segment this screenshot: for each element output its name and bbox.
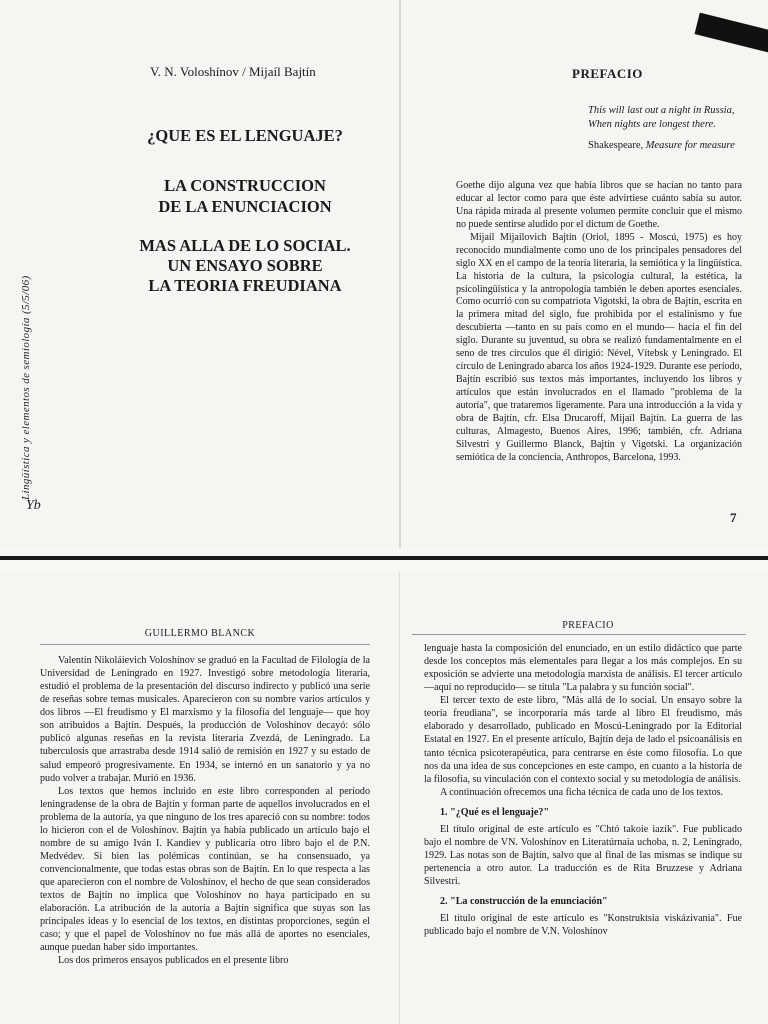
handwritten-initials: Yb	[26, 498, 41, 513]
paragraph: lenguaje hasta la composición del enunciado, en un estilo didáctico que parte desde los conceptos más elementales para llegar a los más complejos. En su exposición se advierte una metodología marxista de análisis. El tercer artículo —aquí no reproducido— se titula "La palabra y su función social".	[424, 643, 742, 694]
paragraph: Los dos primeros ensayos publicados en el presente libro	[58, 955, 289, 967]
title-mas-alla-de-lo-social	[110, 236, 380, 296]
title-line: UN ENSAYO SOBRE	[167, 256, 323, 276]
paragraph: El título original de este artículo es "Chtó takoie iazík". Fue publicado bajo el nombre de VN. Voloshínov en Literatúrnaia uchoba, n. 2, Leningrado, 1929. Las notas son de Bajtín, salvo que al final de las mismas se indique su pertenencia a otro autor. La traducción es de Rita Bruzzese y Adriana Silvestri.	[424, 823, 742, 888]
paragraph: El tercer texto de este libro, "Más allá de lo social. Un ensayo sobre la teoría freudiana", se incorporaría más tarde al libro El freudismo, más elaborado y desarrollado, publicado en Moscú-Leningrado por la Editorial Estatal en 1927. En el presente artículo, Bajtín deja de lado el psicoanálisis en tanto técnica psicoterapéutica, para centrarse en éste como filosofía. Lo que nos da una idea de sus concepciones en este campo, en cuanto a la historia de la filosofía, su vinculación con el contexto social y su metodología de análisis.	[424, 695, 742, 785]
handwritten-margin-note: Lingüística y elementos de semiología (5/5/06)	[20, 275, 32, 500]
title-line: DE LA ENUNCIACION	[158, 196, 332, 216]
paragraph: A continuación ofrecemos una ficha técnica de cada uno de los textos.	[440, 786, 724, 798]
title-line: LA TEORIA FREUDIANA	[148, 276, 342, 296]
preface-body	[40, 654, 370, 968]
book-authors: V. N. Voloshínov / Mijaíl Bajtín	[150, 64, 316, 79]
page-title: PREFACIO	[572, 66, 643, 81]
scan-divider	[0, 548, 768, 572]
paragraph: Goethe dijo alguna vez que había libros que se hacían no tanto para educar al lector como para que éste advirtiese cuánto sabía su autor. Una rápida mirada al presente volumen permite concluir que el mismo no puede sentirse aludido por el dictum de Goethe.	[456, 180, 742, 230]
title-line: MAS ALLA DE LO SOCIAL.	[139, 236, 351, 255]
title-line: LA CONSTRUCCION	[164, 176, 326, 195]
paragraph: Mijaíl Mijailovich Bajtín (Oriol, 1895 - Moscú, 1975) es hoy reconocido mundialmente como uno de los principales pensadores del siglo XX en el campo de la teoría literaria, la semiótica y la lingüística. La historia de la cultura, la psicología cultural, la estética, la psicolingüística y la antropología también le deben aportes esenciales. Como ocurrió con su compatriota Vigotski, la obra de Bajtín, escrita en la primera mitad del siglo, fue prohibida por el estalinismo y fue descubierta —tanto en su país como en el mundo— hacia el fin del siglo. Durante su juventud, su obra se realizó fundamentalmente en el seno de tres círculos que él dirigió: Nével, Vítebsk y Leningrado. El círculo de Leningrado abarca los años 1924-1929. Durante ese período, Bajtín escribió sus textos más importantes, incluyendo los libros y artículos que están involucrados en el llamado "problema de la autoría", que trataremos ligeramente. Para una introducción a la vida y obra de Bajtín, cfr. Elsa Drucaroff, Mijaíl Bajtín. La guerra de las culturas, Almagesto, Buenos Aires, 1996; también, cfr. Adriana Silvestri y Guillermo Blanck, Bajtín y Vigotski. La organización semiótica de la conciencia, Anthropos, Barcelona, 1993.	[456, 231, 742, 463]
header-rule	[412, 634, 746, 635]
section-heading: 2. "La construcción de la enunciación"	[440, 896, 608, 908]
section-heading: 1. "¿Qué es el lenguaje?"	[440, 806, 550, 818]
title-la-construccion	[120, 176, 370, 217]
preface-body	[424, 642, 742, 938]
title-que-es-el-lenguaje: ¿QUE ES EL LENGUAJE?	[147, 126, 343, 145]
preface-page-right	[400, 572, 768, 1024]
attribution-work: Measure for measure	[645, 140, 735, 151]
preface-page-7	[400, 0, 768, 548]
page-number: 7	[730, 510, 737, 525]
paragraph: Los textos que hemos incluido en este libro corresponden al período leningradense de la obra de Bajtín y forman parte de aquellos involucrados en el problema de la autoría, ya que ninguno de los tres apareció con su nombre: todos lo hicieron con el de Voloshínov. Bajtín ya había publicado un artículo bajo el nombre de su amigo Iván I. Kandiev y publicaría otro libro bajo el de P.N. Medvédev. Si bien las polémicas continúan, se ha consensuado, ya convencionalmente, que todas estas obras son de Bajtín. En lo que respecta a las que aparecieron con el nombre de Voloshínov, el hecho de que sean considerados textos de Bajtín no implica que Voloshínov no haya participado en su elaboración. La atribución de la autoría a Bajtín significa que suyas son las principales ideas y lo esencial de los textos, en distintas proporciones, según el caso; y que el papel de Voloshínov no fue más allá de aportes no esenciales, aunque puedan haber sido importantes.	[40, 785, 370, 954]
title-page	[0, 0, 400, 548]
epigraph-attribution	[588, 140, 748, 151]
preface-page-left	[0, 572, 400, 1024]
running-header: GUILLERMO BLANCK	[144, 628, 256, 639]
epigraph-line: When nights are longest there.	[588, 118, 716, 130]
running-header: PREFACIO	[562, 620, 614, 631]
header-rule	[40, 644, 370, 645]
attribution-author: Shakespeare,	[588, 140, 644, 151]
preface-body	[456, 180, 742, 465]
epigraph-line: This will last out a night in Russia,	[588, 105, 735, 116]
paragraph: El título original de este artículo es "Konstruktsia viskázivania". Fue publicado bajo el nombre de V.N. Voloshínov	[424, 913, 742, 938]
paragraph: Valentín Nikoláievich Voloshínov se graduó en la Facultad de Filología de la Universidad de Leningrado en 1927. Investigó sobre metodología literaria, estudió el problema de la presentación del discurso indirecto y publicó una serie de reseñas sobre temas musicales. Aparecieron con su nombre varios artículos y dos libros —El freudismo y El marxismo y la filosofía del lenguaje— que hoy son atribuidos a Bajtín. Después, la producción de Voloshínov decayó: sólo publicó algunas reseñas en la revista literaria Zvezdá, de Leningrado. La tuberculosis que arrastraba desde 1914 salió de remisión en 1927 y su estado de salud empeoró progresivamente. En 1934, se internó en un sanatorio y ya no pudo volver a trabajar. Murió en 1936.	[40, 655, 370, 784]
epigraph	[588, 104, 748, 131]
book-gutter	[399, 0, 401, 548]
